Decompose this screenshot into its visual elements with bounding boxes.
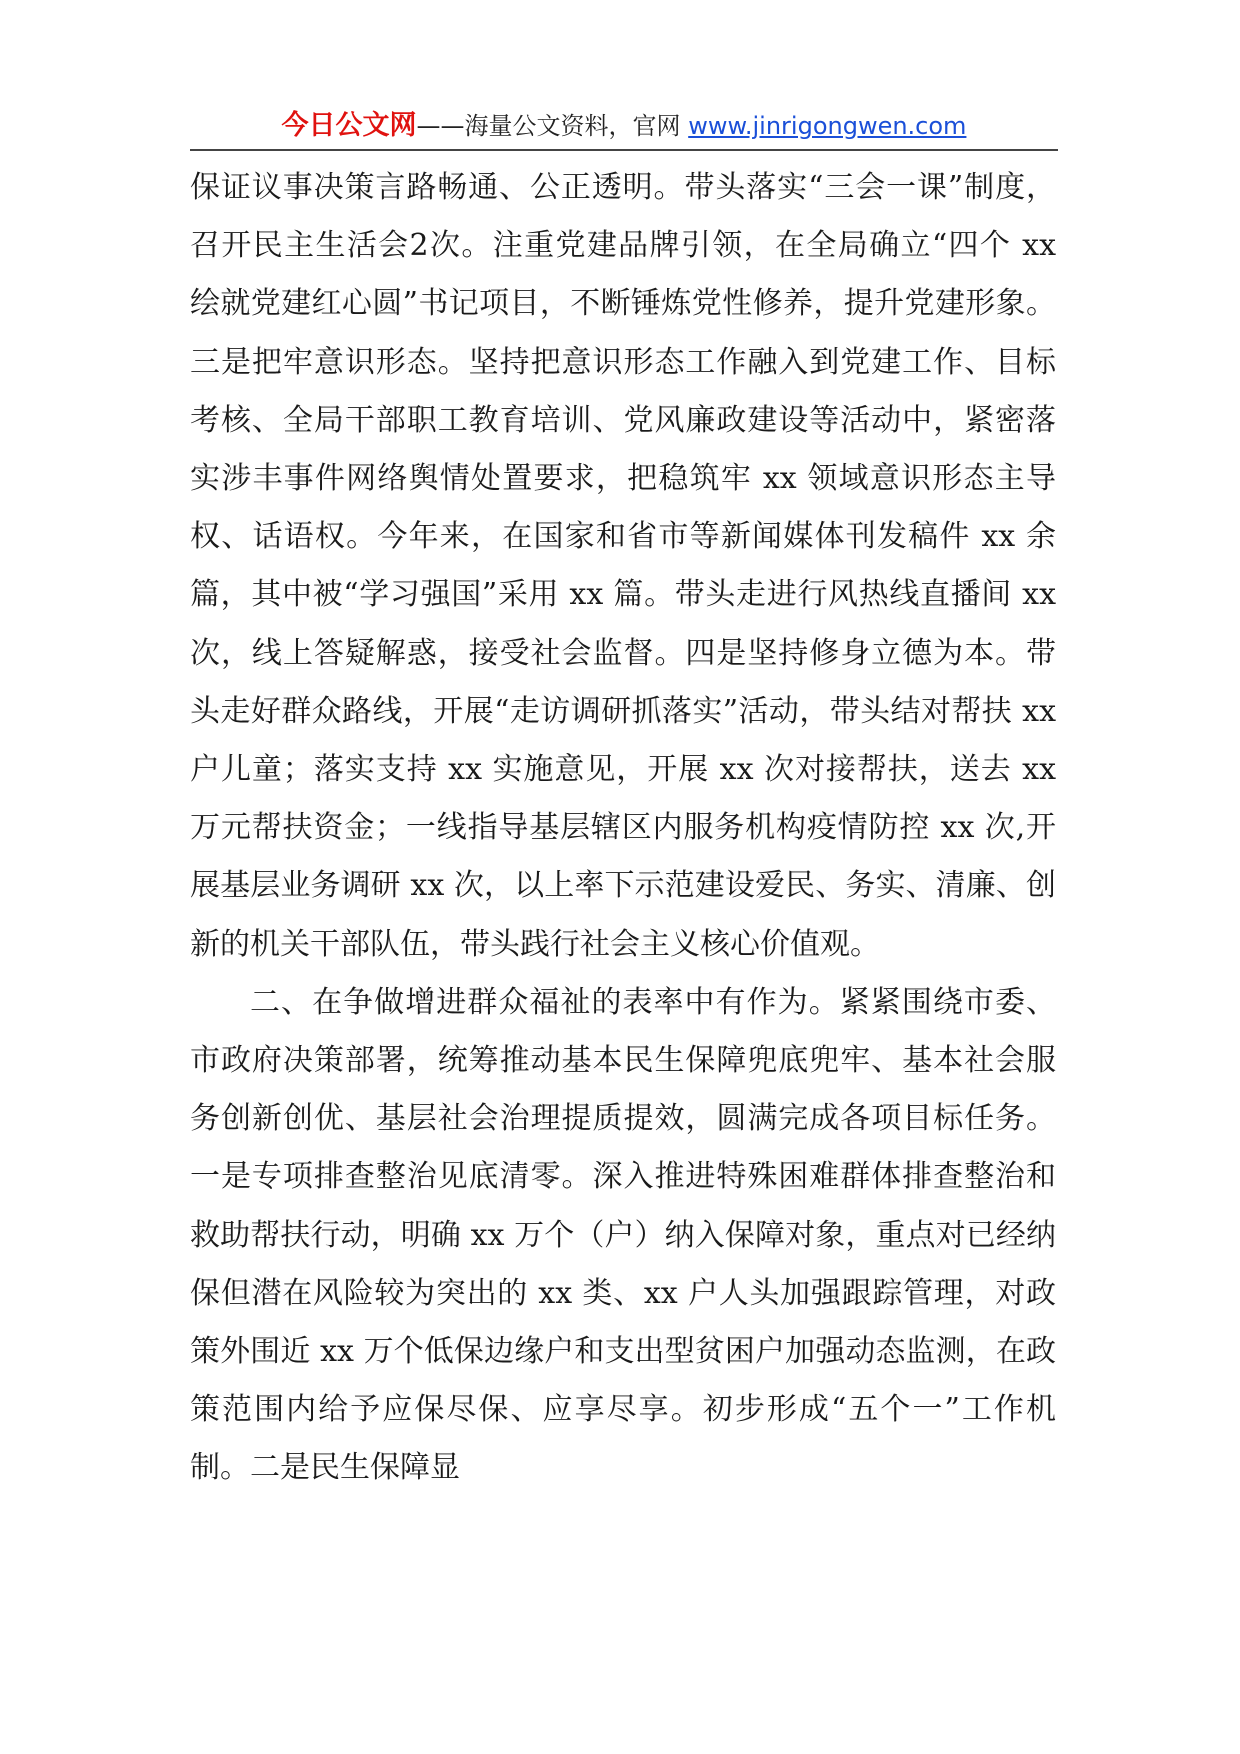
header-divider bbox=[190, 149, 1058, 151]
header-brand: 今日公文网 bbox=[281, 110, 417, 141]
header-tagline: ——海量公文资料，官网 bbox=[416, 112, 689, 140]
body-paragraph-2: 二、在争做增进群众福祉的表率中有作为。紧紧围绕市委、市政府决策部署，统筹推动基本民生保障兜底兜牢、基本社会服务创新创优、基层社会治理提质提效，圆满完成各项目标任务。一是专项排查整治见底清零。深入推进特殊困难群体排查整治和救助帮扶行动，明确 xx 万个（户）纳入保障对象，重点对已经纳保但潜在风险较为突出的 xx 类、xx 户人头加强跟踪管理，对政策外围近 xx 万个低保边缘户和支出型贫困户加强动态监测，在政策范围内给予应保尽保、应享尽享。初步形成“五个一”工作机制。二是民生保障显 bbox=[190, 984, 1056, 1486]
document-body bbox=[190, 159, 1056, 1498]
page-header bbox=[190, 104, 1058, 148]
body-paragraph-1: 保证议事决策言路畅通、公正透明。带头落实“三会一课”制度，召开民主生活会2次。注重党建品牌引领，在全局确立“四个 xx 绘就党建红心圆”书记项目，不断锤炼党性修养，提升党建形象。三是把牢意识形态。坚持把意识形态工作融入到党建工作、目标考核、全局干部职工教育培训、党风廉政建设等活动中，紧密落实涉丰事件网络舆情处置要求，把稳筑牢 xx 领域意识形态主导权、话语权。今年来，在国家和省市等新闻媒体刊发稿件 xx 余篇，其中被“学习强国”采用 xx 篇。带头走进行风热线直播间 xx 次，线上答疑解惑，接受社会监督。四是坚持修身立德为本。带头走好群众路线，开展“走访调研抓落实”活动，带头结对帮扶 xx 户儿童；落实支持 xx 实施意见，开展 xx 次对接帮扶，送去 xx 万元帮扶资金；一线指导基层辖区内服务机构疫情防控 xx 次,开展基层业务调研 xx 次，以上率下示范建设爱民、务实、清廉、创新的机关干部队伍，带头践行社会主义核心价值观。 bbox=[190, 170, 1056, 962]
header-site-link[interactable]: www.jinrigongwen.com bbox=[688, 112, 967, 140]
